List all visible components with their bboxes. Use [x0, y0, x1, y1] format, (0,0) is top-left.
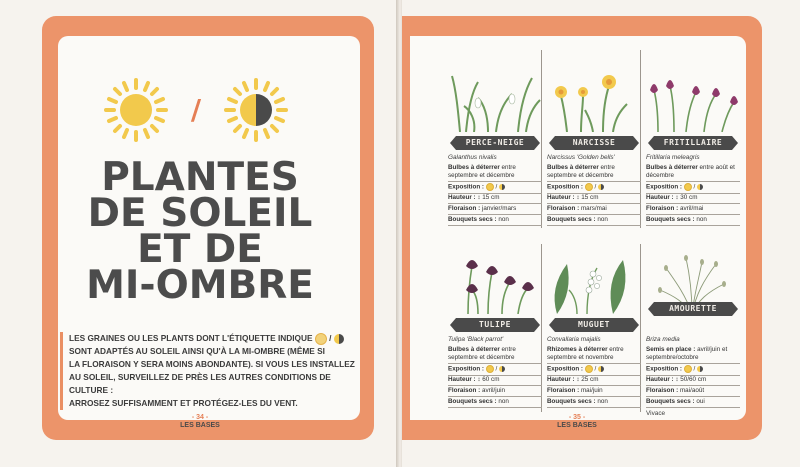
field-label: Exposition :	[448, 365, 485, 373]
height-field: Hauteur : ↕ 15 cm	[547, 194, 641, 204]
plant-name-label: AMOURETTE	[654, 302, 732, 316]
field-label: Exposition :	[646, 183, 683, 191]
lily-of-the-valley-illustration	[547, 252, 641, 314]
plant-name-label: TULIPE	[456, 318, 534, 332]
intro-line: LA FLORAISON Y SERA MOINS ABONDANTE). SI VOUS LES INSTALLEZ	[69, 359, 355, 369]
field-label: Bouquets secs :	[646, 216, 695, 223]
field-label: Hauteur :	[448, 376, 476, 383]
planting-field	[547, 346, 641, 364]
section-name: LES BASES	[180, 422, 220, 429]
plant-extra-note: Vivace	[646, 410, 666, 417]
plant-name-label: FRITILLAIRE	[654, 136, 732, 150]
field-value: mars/mai	[580, 205, 607, 212]
field-value: oui	[696, 398, 705, 405]
plant-name-label: MUGUET	[555, 318, 633, 332]
title-line: PLANTES	[101, 155, 299, 200]
field-label: Floraison :	[547, 205, 580, 212]
field-value: avril/juin et septembre/octobre	[646, 346, 728, 361]
half-sun-icon	[697, 366, 703, 372]
dried-field	[646, 398, 740, 408]
intro-line: LES GRAINES OU LES PLANTS DONT L'ÉTIQUETTE INDIQUE	[69, 333, 313, 343]
field-label: Bouquets secs :	[646, 398, 695, 405]
sun-icon	[585, 365, 593, 373]
field-label: Hauteur :	[547, 194, 575, 201]
field-label: Bulbes à déterrer	[448, 164, 500, 171]
height-field: Hauteur : ↕ 30 cm	[646, 194, 740, 204]
planting-field	[547, 164, 641, 182]
left-page	[0, 0, 398, 467]
sun-icon	[315, 333, 327, 345]
field-label: Bouquets secs :	[547, 216, 596, 223]
field-label: Bulbes à déterrer	[646, 164, 698, 171]
half-sun-icon	[499, 184, 505, 190]
page-number: - 34 -	[191, 414, 209, 421]
plant-name-label: NARCISSE	[555, 136, 633, 150]
tulip-illustration	[448, 252, 542, 314]
flowering-field	[448, 205, 542, 215]
field-label: Exposition :	[448, 183, 485, 191]
height-field: Hauteur : ↕ 15 cm	[448, 194, 542, 204]
flowering-field	[448, 387, 542, 397]
section-name: LES BASES	[557, 422, 597, 429]
field-value: entre septembre et décembre	[448, 346, 516, 361]
field-value: entre septembre et décembre	[547, 164, 615, 179]
exposure-field: Exposition : /	[448, 365, 542, 376]
field-value: 30 cm	[680, 194, 698, 201]
half-sun-icon	[226, 80, 286, 140]
daffodil-illustration	[547, 70, 641, 132]
field-label: Floraison :	[448, 387, 481, 394]
exposure-icons	[86, 75, 306, 145]
plant-latin-name: Convallaria majalis	[547, 336, 601, 343]
field-value: 25 cm	[581, 376, 599, 383]
field-value: non	[597, 398, 608, 405]
field-value: non	[498, 216, 509, 223]
field-value: 15 cm	[482, 194, 500, 201]
flowering-field	[547, 387, 641, 397]
field-value: non	[498, 398, 509, 405]
title-line: ET DE	[137, 227, 263, 272]
field-label: Exposition :	[547, 365, 584, 373]
field-label: Hauteur :	[448, 194, 476, 201]
flowering-field	[646, 387, 740, 397]
icon-separator: /	[190, 93, 202, 126]
sun-icon	[486, 365, 494, 373]
sun-icon	[684, 365, 692, 373]
planting-field	[448, 346, 542, 364]
exposure-field: Exposition : /	[547, 365, 641, 376]
intro-paragraph	[60, 332, 360, 410]
planting-field	[448, 164, 542, 182]
planting-field	[646, 346, 740, 364]
field-label: Bouquets secs :	[448, 216, 497, 223]
sun-icon	[486, 183, 494, 191]
sun-icon	[585, 183, 593, 191]
field-label: Hauteur :	[646, 376, 674, 383]
field-value: entre août et décembre	[646, 164, 735, 179]
intro-line: SONT ADAPTÉS AU SOLEIL AINSI QU'À LA MI-OMBRE (MÊME SI	[69, 346, 325, 356]
field-value: avril/juin	[481, 387, 506, 394]
field-label: Bouquets secs :	[547, 398, 596, 405]
exposure-field: Exposition : /	[448, 183, 542, 194]
field-label: Bouquets secs :	[448, 398, 497, 405]
field-label: Semis en place :	[646, 346, 696, 353]
field-value: entre septembre et décembre	[448, 164, 516, 179]
half-sun-icon	[499, 366, 505, 372]
field-label: Floraison :	[646, 205, 679, 212]
plant-latin-name: Tulipa 'Black parrot'	[448, 336, 504, 343]
field-label: Bulbes à déterrer	[448, 346, 500, 353]
field-value: 60 cm	[482, 376, 500, 383]
sun-icon	[684, 183, 692, 191]
field-label: Rhizomes à déterrer	[547, 346, 608, 353]
field-value: mai/août	[679, 387, 705, 394]
exposure-field: Exposition : /	[646, 183, 740, 194]
plant-latin-name: Fritillaria meleagris	[646, 154, 700, 161]
plant-latin-name: Narcissus 'Golden bells'	[547, 154, 615, 161]
dried-field	[547, 398, 641, 408]
half-sun-icon	[598, 184, 604, 190]
plant-latin-name: Galanthus nivalis	[448, 154, 497, 161]
field-label: Floraison :	[448, 205, 481, 212]
field-label: Hauteur :	[547, 376, 575, 383]
field-value: non	[696, 216, 707, 223]
field-value: avril/mai	[679, 205, 704, 212]
right-page	[402, 0, 800, 467]
page-title	[50, 155, 350, 308]
height-field: Hauteur : ↕ 50/60 cm	[646, 376, 740, 386]
fritillary-illustration	[646, 70, 740, 132]
page-folio	[542, 414, 612, 430]
height-field: Hauteur : ↕ 25 cm	[547, 376, 641, 386]
half-sun-icon	[598, 366, 604, 372]
dried-field	[448, 398, 542, 408]
field-label: Floraison :	[646, 387, 679, 394]
field-label: Bulbes à déterrer	[547, 164, 599, 171]
flowering-field	[547, 205, 641, 215]
intro-text-block: LES GRAINES OU LES PLANTS DONT L'ÉTIQUETTE INDIQUE / SONT ADAPTÉS AU SOLEIL AINSI QU'À LA MI-OMBRE (MÊME SI LA FLORAISON Y SERA MOINS ABONDANTE). SI VOUS LES INSTALLEZ AU SOLEIL, SURVEILLEZ DE PRÈS LES AUTRES CONDITIONS DE CULTURE : ARROSEZ SUFFISAMMENT ET PROTÉGEZ-LES DU VENT.	[60, 332, 360, 410]
plant-name-label: PERCE-NEIGE	[456, 136, 534, 150]
field-label: Exposition :	[646, 365, 683, 373]
title-line: DE SOLEIL	[87, 191, 313, 236]
planting-field	[646, 164, 740, 182]
half-sun-icon	[334, 334, 344, 344]
field-value: mai/juin	[580, 387, 603, 394]
dried-field	[547, 216, 641, 226]
flowering-field	[646, 205, 740, 215]
page-number: - 35 -	[568, 414, 586, 421]
plant-latin-name: Briza media	[646, 336, 680, 343]
half-sun-icon	[697, 184, 703, 190]
intro-line: ARROSEZ SUFFISAMMENT ET PROTÉGEZ-LES DU VENT.	[69, 398, 298, 408]
intro-line: AU SOLEIL, SURVEILLEZ DE PRÈS LES AUTRES CONDITIONS DE CULTURE :	[69, 372, 331, 395]
field-label: Hauteur :	[646, 194, 674, 201]
height-field: Hauteur : ↕ 60 cm	[448, 376, 542, 386]
exposure-field: Exposition : /	[547, 183, 641, 194]
page-folio	[170, 414, 230, 430]
dried-field	[646, 216, 740, 226]
field-value: 50/60 cm	[680, 376, 707, 383]
field-label: Floraison :	[547, 387, 580, 394]
field-value: janvier/mars	[481, 205, 517, 212]
sun-icon	[106, 80, 166, 140]
exposure-field: Exposition : /	[646, 365, 740, 376]
title-line: MI-OMBRE	[86, 263, 314, 308]
dried-field	[448, 216, 542, 226]
field-value: entre septembre et novembre	[547, 346, 624, 361]
field-value: non	[597, 216, 608, 223]
snowdrop-illustration	[448, 70, 542, 132]
field-value: 15 cm	[581, 194, 599, 201]
field-label: Exposition :	[547, 183, 584, 191]
